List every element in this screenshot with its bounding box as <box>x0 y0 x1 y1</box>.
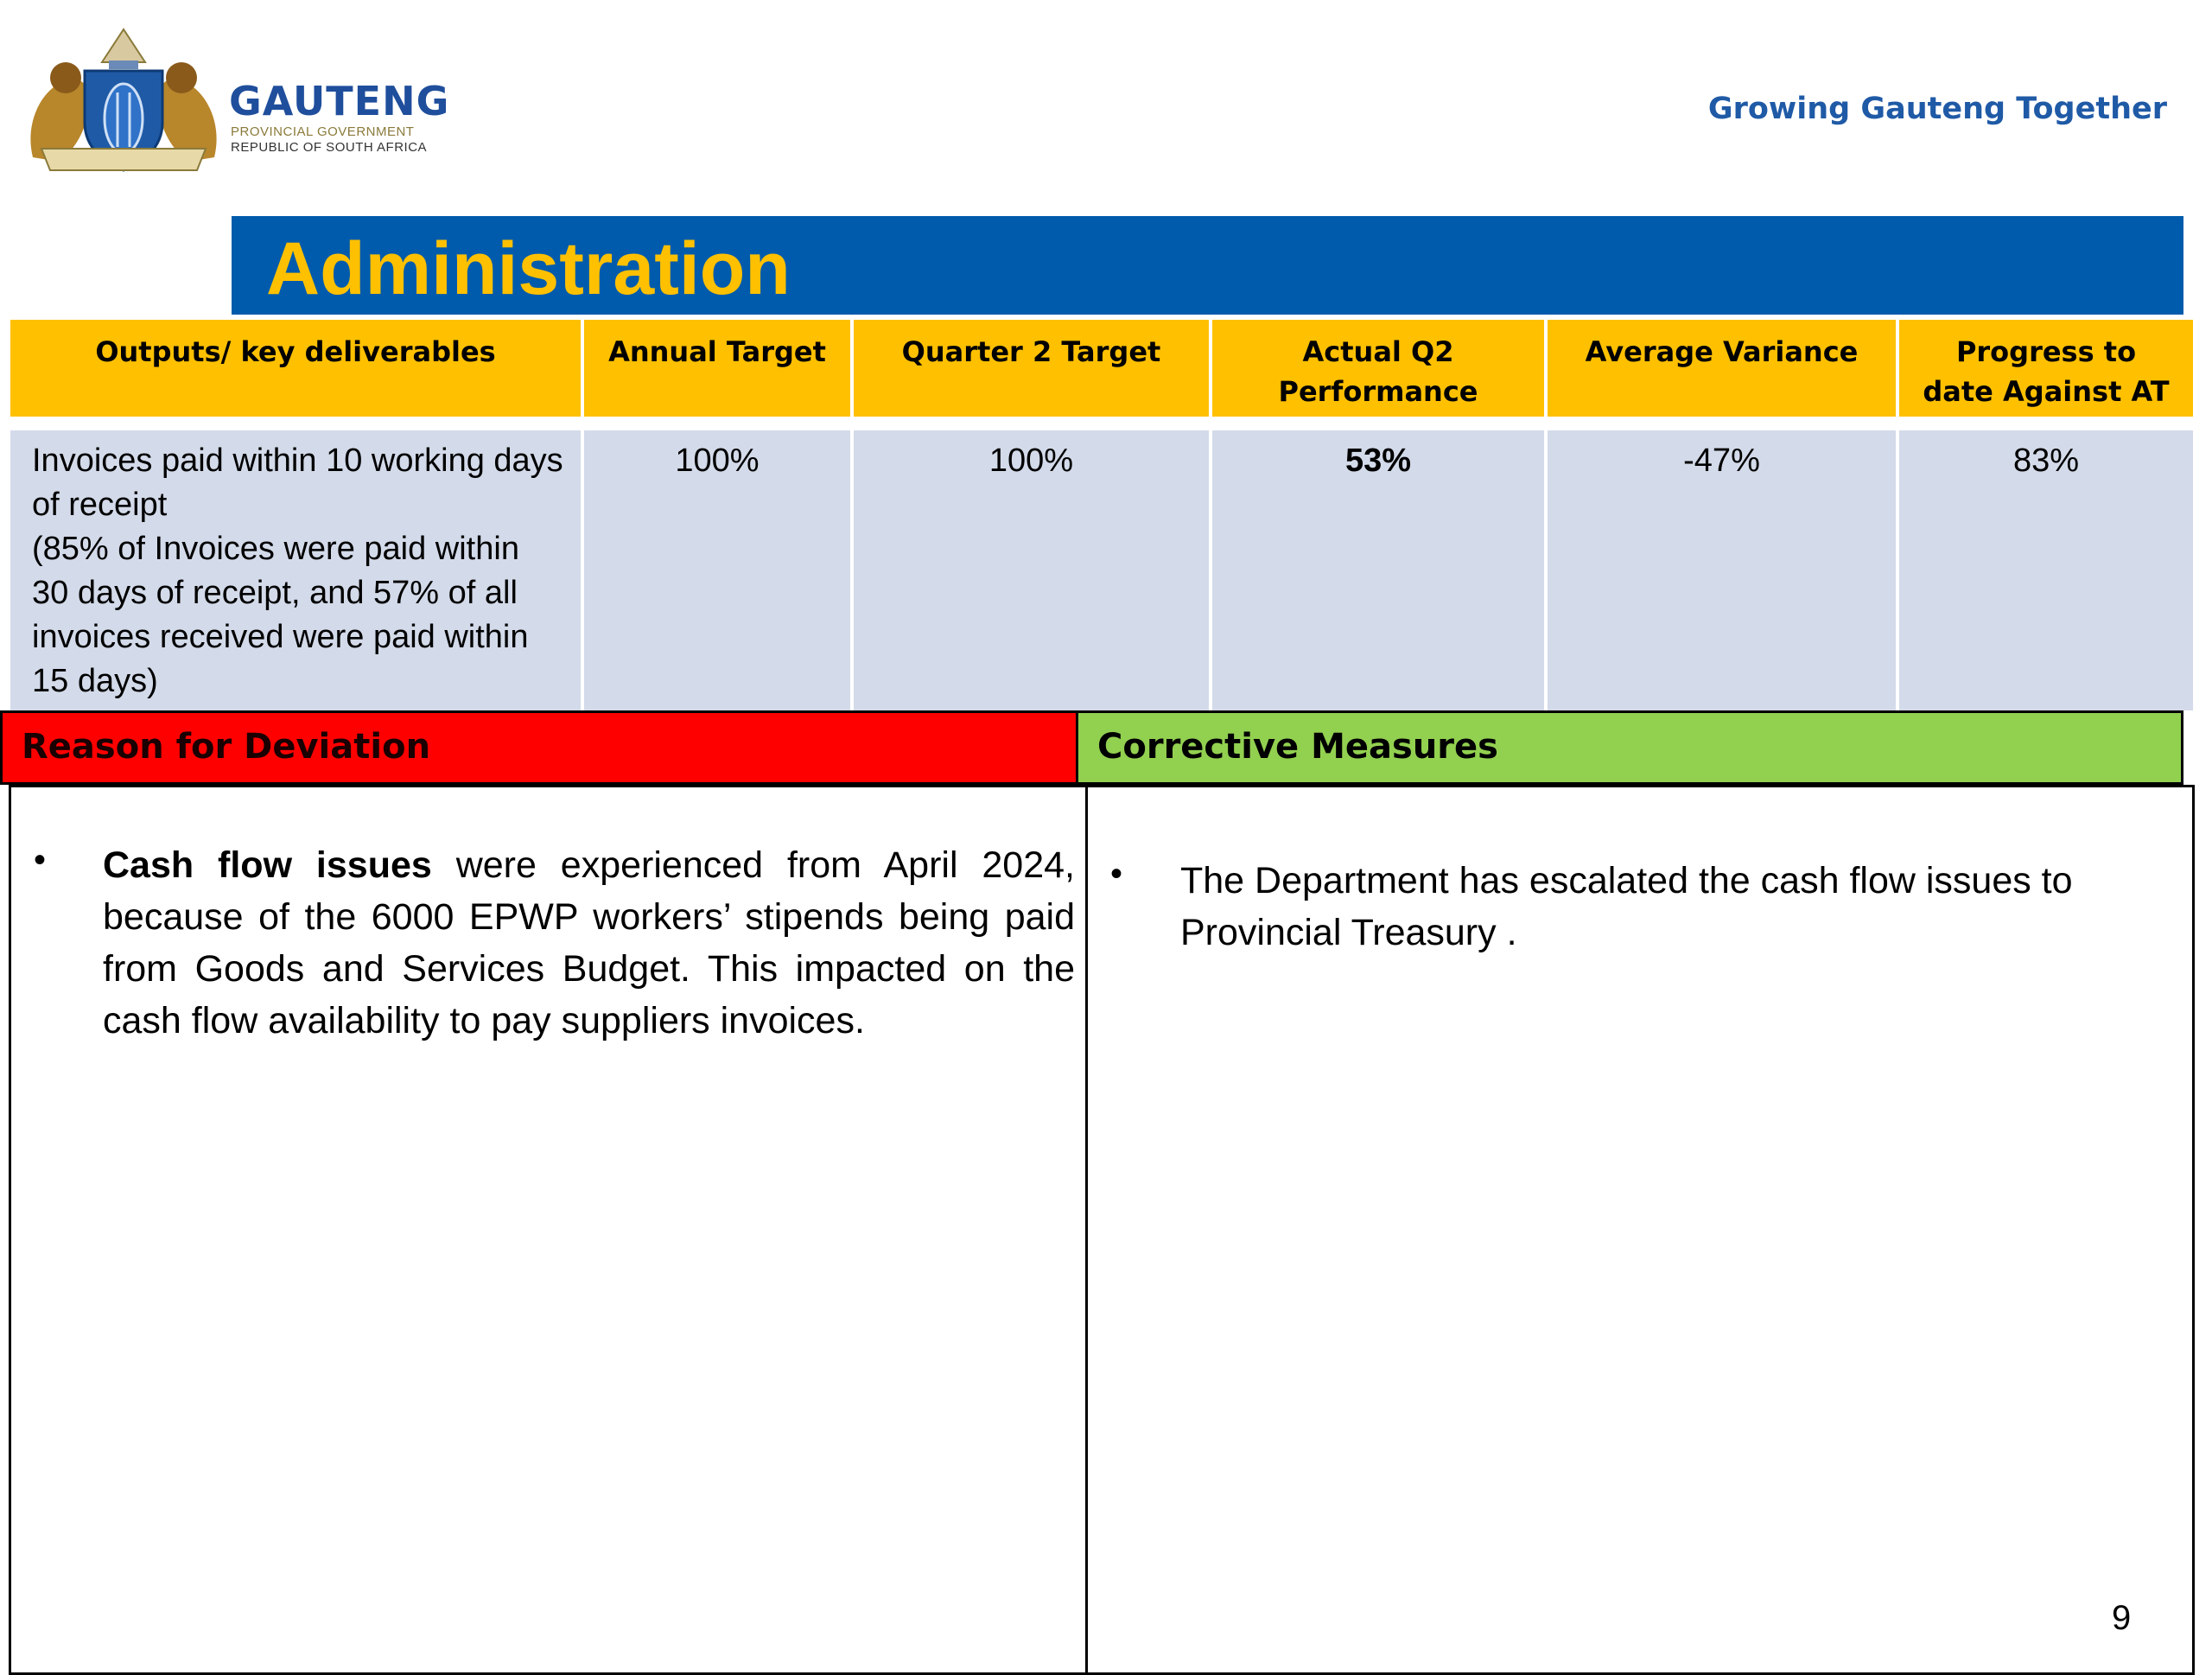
logo-country: REPUBLIC OF SOUTH AFRICA <box>231 140 428 155</box>
coat-of-arms-icon <box>24 28 223 175</box>
deviation-bold-lead: Cash flow issues <box>103 844 432 886</box>
performance-table <box>10 320 2193 710</box>
logo-wordmark: GAUTENG <box>229 78 450 124</box>
page-title: Administration <box>266 227 791 310</box>
cell-variance: -47% <box>1548 430 1896 710</box>
deviation-header <box>0 710 1078 785</box>
bullet-icon: • <box>1110 855 1123 893</box>
header-q2-target: Quarter 2 Target <box>854 320 1209 417</box>
cell-q2-target: 100% <box>854 430 1209 710</box>
deliverable-line1: Invoices paid within 10 working days of receipt <box>32 443 563 523</box>
corrective-header <box>1076 710 2183 785</box>
header-actual-q2: Actual Q2 Performance <box>1212 320 1544 417</box>
header-progress: Progress to date Against AT <box>1899 320 2193 417</box>
logo-subtitle: PROVINCIAL GOVERNMENT <box>231 124 415 139</box>
gauteng-logo <box>24 28 450 175</box>
page-number: 9 <box>2112 1599 2132 1637</box>
bullet-icon: • <box>34 841 47 879</box>
cell-deliverable <box>10 430 581 710</box>
cell-actual-q2: 53% <box>1212 430 1544 710</box>
title-bar <box>232 216 2183 315</box>
deviation-heading: Reason for Deviation <box>22 727 431 767</box>
header-outputs: Outputs/ key deliverables <box>10 320 581 417</box>
deviation-text <box>103 839 1075 1047</box>
corrective-text: The Department has escalated the cash flow issues to Provincial Treasury . <box>1180 860 2073 953</box>
cell-annual-target: 100% <box>584 430 850 710</box>
deviation-box <box>9 785 1088 1675</box>
corrective-heading: Corrective Measures <box>1097 727 1498 767</box>
header-annual-target: Annual Target <box>584 320 850 417</box>
cell-progress: 83% <box>1899 430 2193 710</box>
header-average-variance: Average Variance <box>1548 320 1896 417</box>
deviation-body: were experienced from April 2024, because of the 6000 EPWP workers’ stipends being paid from Goods and Services Budget. This impacted on the cash flow availability to pay suppliers invoices. <box>103 844 1075 1041</box>
deliverable-line2: (85% of Invoices were paid within 30 days of receipt, and 57% of all invoices received were paid within 15 days) <box>32 531 529 699</box>
tagline: Growing Gauteng Together <box>1707 92 2167 126</box>
corrective-box <box>1085 785 2195 1675</box>
